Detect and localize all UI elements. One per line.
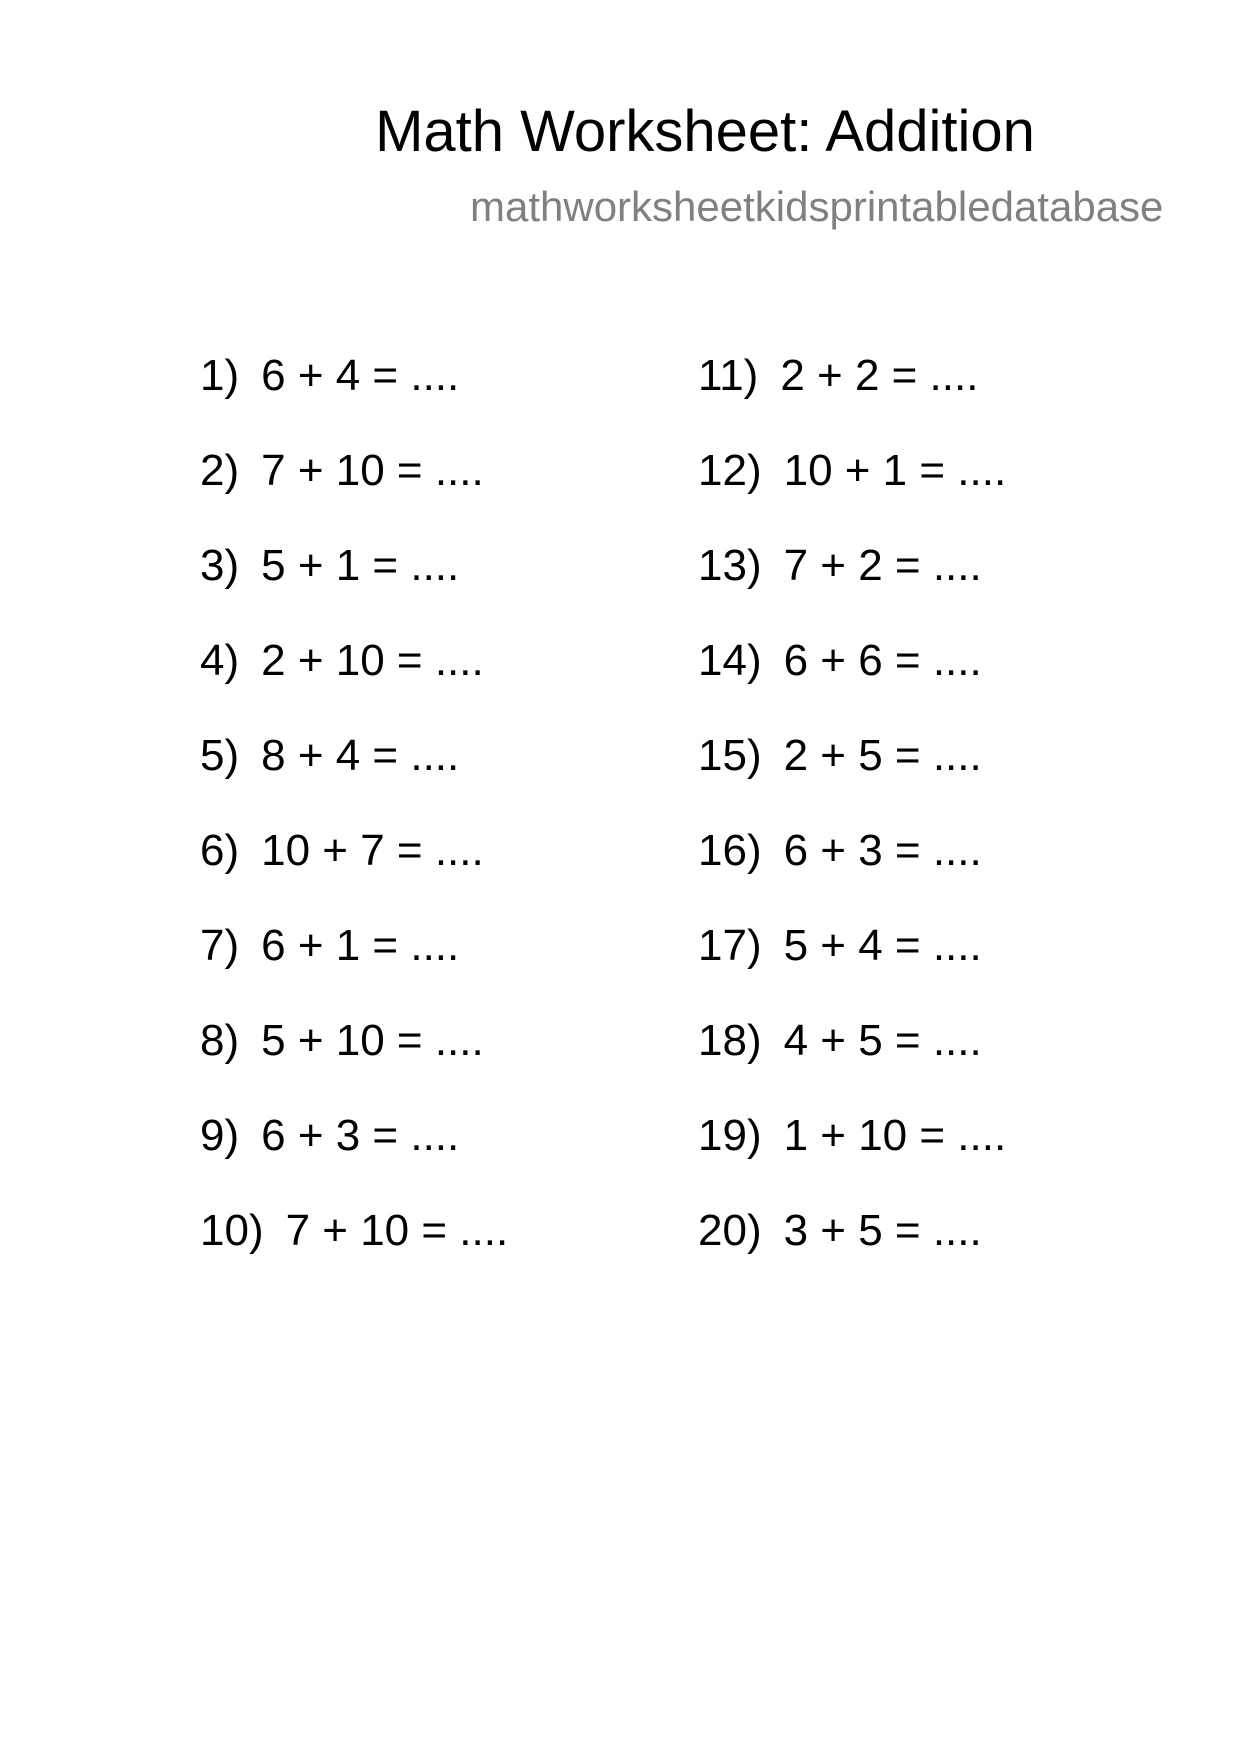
problem-number: 1) — [200, 351, 240, 400]
problem-number: 6) — [200, 826, 240, 875]
problem-8 — [200, 1011, 508, 1106]
problem-expression: 6 + 1 = .... — [261, 921, 460, 970]
problem-16 — [698, 821, 1006, 916]
problem-expression: 6 + 6 = .... — [783, 636, 982, 685]
problem-20 — [698, 1201, 1006, 1296]
problem-number: 11) — [698, 351, 759, 400]
problem-1 — [200, 346, 508, 441]
problem-number: 4) — [200, 636, 240, 685]
problem-4 — [200, 631, 508, 726]
problem-19 — [698, 1106, 1006, 1201]
problem-number: 18) — [698, 1016, 762, 1065]
problem-6 — [200, 821, 508, 916]
problem-expression: 2 + 10 = .... — [261, 636, 484, 685]
problem-number: 5) — [200, 731, 240, 780]
problem-18 — [698, 1011, 1006, 1106]
problem-number: 17) — [698, 921, 762, 970]
problem-expression: 7 + 10 = .... — [261, 446, 484, 495]
problem-column-left — [200, 346, 508, 1296]
problem-9 — [200, 1106, 508, 1201]
problem-3 — [200, 536, 508, 631]
problem-number: 16) — [698, 826, 762, 875]
problem-15 — [698, 726, 1006, 821]
problem-expression: 5 + 4 = .... — [783, 921, 982, 970]
problem-number: 9) — [200, 1111, 240, 1160]
problem-expression: 6 + 3 = .... — [783, 826, 982, 875]
page-title: Math Worksheet: Addition — [375, 99, 1035, 164]
problem-expression: 1 + 10 = .... — [783, 1111, 1007, 1160]
problem-number: 10) — [200, 1206, 264, 1255]
problem-number: 12) — [698, 446, 762, 495]
problem-number: 3) — [200, 541, 240, 590]
problem-12 — [698, 441, 1006, 536]
problem-number: 8) — [200, 1016, 240, 1065]
problem-expression: 4 + 5 = .... — [783, 1016, 982, 1065]
problem-number: 20) — [698, 1206, 762, 1255]
problem-expression: 2 + 5 = .... — [783, 731, 982, 780]
problem-10 — [200, 1201, 508, 1296]
problem-expression: 7 + 2 = .... — [783, 541, 982, 590]
problem-13 — [698, 536, 1006, 631]
problem-column-right — [698, 346, 1006, 1296]
problem-expression: 2 + 2 = .... — [780, 351, 979, 400]
problem-number: 13) — [698, 541, 762, 590]
problem-17 — [698, 916, 1006, 1011]
problem-expression: 10 + 7 = .... — [261, 826, 484, 875]
problem-number: 19) — [698, 1111, 762, 1160]
problem-expression: 5 + 10 = .... — [261, 1016, 484, 1065]
problem-expression: 7 + 10 = .... — [285, 1206, 509, 1255]
problem-7 — [200, 916, 508, 1011]
problem-number: 7) — [200, 921, 240, 970]
problem-expression: 8 + 4 = .... — [261, 731, 460, 780]
problem-expression: 3 + 5 = .... — [783, 1206, 982, 1255]
problem-5 — [200, 726, 508, 821]
problem-number: 15) — [698, 731, 762, 780]
problem-14 — [698, 631, 1006, 726]
problem-2 — [200, 441, 508, 536]
problem-expression: 6 + 3 = .... — [261, 1111, 460, 1160]
problem-expression: 5 + 1 = .... — [261, 541, 460, 590]
problem-expression: 6 + 4 = .... — [261, 351, 460, 400]
page-subtitle: mathworksheetkidsprintabledatabase — [470, 183, 1164, 230]
problem-11 — [698, 346, 1006, 441]
problem-number: 14) — [698, 636, 762, 685]
problem-number: 2) — [200, 446, 240, 495]
problem-expression: 10 + 1 = .... — [783, 446, 1007, 495]
